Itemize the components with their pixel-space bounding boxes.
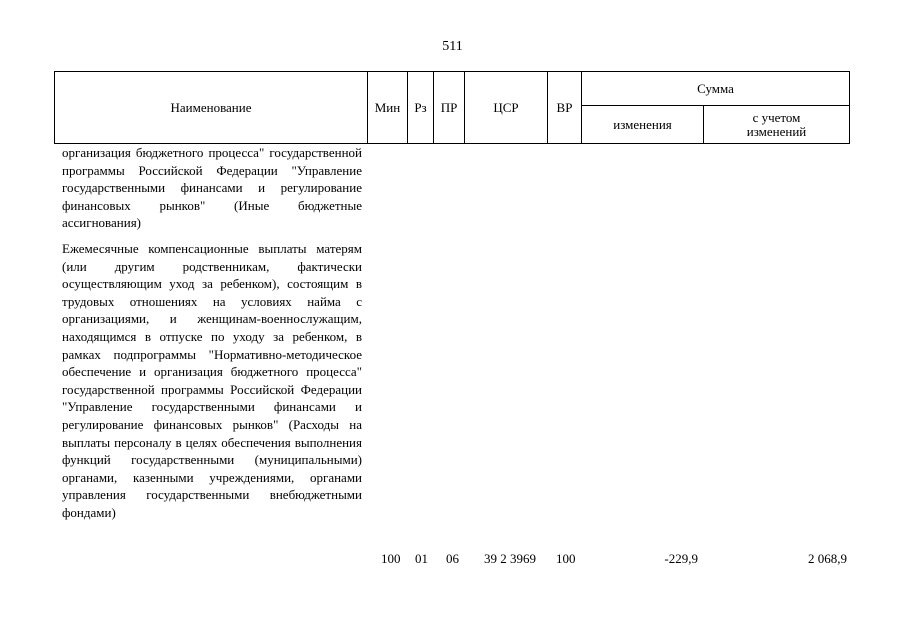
row-description-text: Ежемесячные компенсационные выплаты матерям (или другим родственникам, фактически осуществляющим уход за ребенком), состоящим в трудовых отношениях на условиях найма с организациями, и женщинам-военнослужащим, находящимся в отпуске по уходу за ребенком, в рамках подпрограммы "Нормативно-методическое обеспечение и организация бюджетного процесса" государственной программы Российской Федерации "Управление государственными финансами и регулирование финансовых рынков" (Расходы на выплаты персоналу в целях обеспечения выполнения функций государственными (муниципальными) органами, казенными учреждениями, органами управления государственными внебюджетными фондами) <box>62 241 362 520</box>
row-description <box>62 240 362 522</box>
header-rz: Рз <box>414 99 427 115</box>
cell-with-change: 2 068,9 <box>808 551 847 566</box>
cell-change: -229,9 <box>664 551 698 566</box>
header-csr: ЦСР <box>493 99 519 115</box>
cell-pr: 06 <box>446 551 459 566</box>
page-number: 511 <box>442 39 463 54</box>
cell-rz: 01 <box>415 551 428 566</box>
table-header <box>54 71 850 144</box>
row-description <box>62 144 362 232</box>
cell-csr: 39 2 3969 <box>484 551 536 566</box>
row-description-text: организация бюджетного процесса" государственной программы Российской Федерации "Управление государственными финансами и регулирование финансовых рынков" (Иные бюджетные ассигнования) <box>62 145 362 231</box>
header-pr: ПР <box>440 99 458 115</box>
cell-vr: 100 <box>556 551 576 566</box>
header-change: изменения <box>613 116 672 132</box>
header-name: Наименование <box>170 99 252 115</box>
header-min: Мин <box>374 99 401 115</box>
cell-min: 100 <box>381 551 401 566</box>
header-vr: ВР <box>556 99 573 115</box>
header-sum: Сумма <box>697 80 734 96</box>
header-with-change: с учетом изменений <box>746 109 807 139</box>
